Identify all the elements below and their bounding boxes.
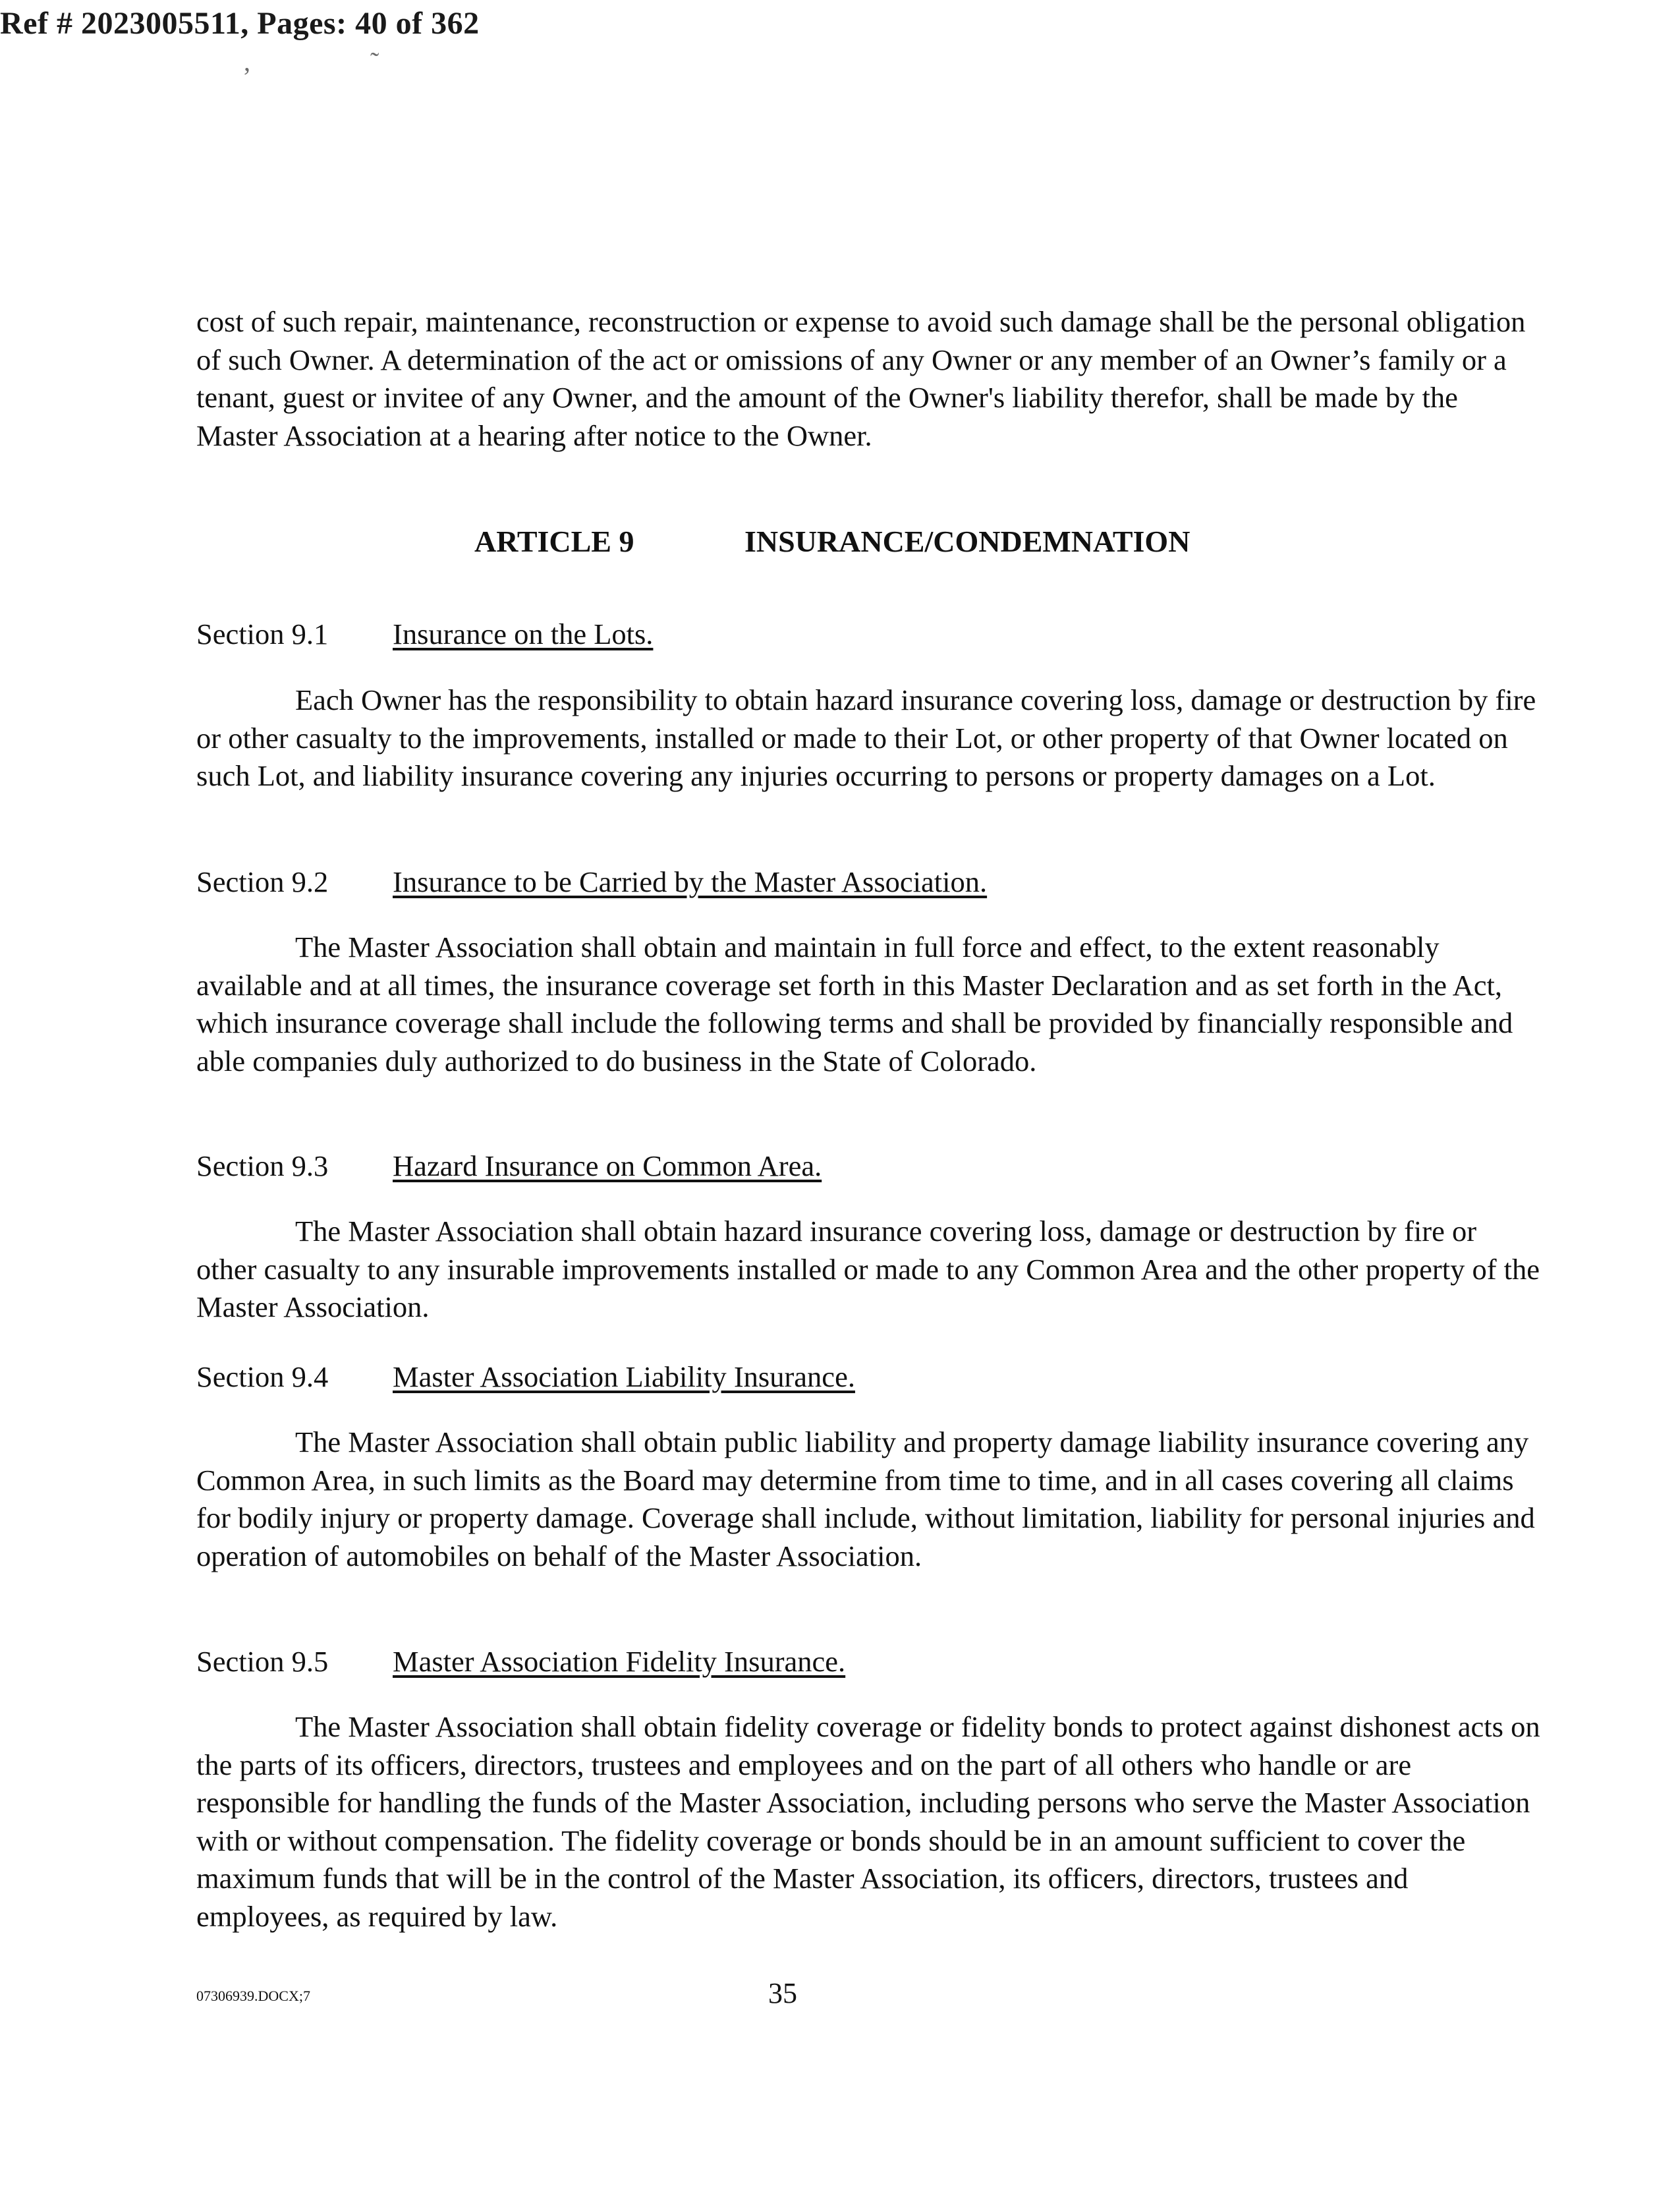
footer-document-id: 07306939.DOCX;7 [196, 1988, 310, 2004]
section-title: Insurance on the Lots. [393, 617, 654, 650]
section-number: Section 9.1 [196, 617, 329, 650]
section-title: Master Association Fidelity Insurance. [393, 1645, 846, 1678]
article-title: INSURANCE/CONDEMNATION [744, 525, 1190, 558]
section-body-9-3: The Master Association shall obtain hazard insurance covering loss, damage or destruction by fire or other casualty to any insurable improvements installed or made to any Common Area and the other property of the Master Association. [196, 1215, 1540, 1323]
section-heading-9-5 [196, 1643, 845, 1681]
article-heading [474, 522, 1190, 561]
section-heading-9-3 [196, 1147, 822, 1186]
section-title: Insurance to be Carried by the Master Association. [393, 865, 988, 898]
section-number: Section 9.5 [196, 1645, 329, 1678]
page-number: 35 [768, 1977, 797, 2009]
article-number: ARTICLE 9 [474, 525, 634, 558]
section-body-9-4: The Master Association shall obtain public liability and property damage liability insurance covering any Common Area, in such limits as the Board may determine from time to time, and in all cases covering all claims for bodily injury or property damage. Coverage shall include, without limitation, liability for personal injuries and operation of automobiles on behalf of the Master Association. [196, 1425, 1535, 1572]
section-number: Section 9.3 [196, 1149, 329, 1182]
scan-artifact-mark: , ˜ [244, 47, 436, 76]
section-heading-9-1 [196, 616, 653, 654]
section-title: Hazard Insurance on Common Area. [393, 1149, 822, 1182]
section-heading-9-2 [196, 863, 987, 902]
section-number: Section 9.4 [196, 1360, 329, 1393]
section-body-9-2: The Master Association shall obtain and maintain in full force and effect, to the extent reasonably available and at all times, the insurance coverage set forth in this Master Declaration and as set forth in the Act, which insurance coverage shall include the following terms and shall be provided by financially responsible and able companies duly authorized to do business in the State of Colorado. [196, 931, 1513, 1077]
section-heading-9-4 [196, 1358, 855, 1396]
section-body-9-5: The Master Association shall obtain fidelity coverage or fidelity bonds to protect against dishonest acts on the parts of its officers, directors, trustees and employees and on the part of all others who handle or are responsible for handling the funds of the Master Association, including persons who serve the Master Association with or without compensation. The fidelity coverage or bonds should be in an amount sufficient to cover the maximum funds that will be in the control of the Master Association, its officers, directors, trustees and employees, as required by law. [196, 1710, 1540, 1933]
section-title: Master Association Liability Insurance. [393, 1360, 855, 1393]
reference-stamp: Ref # 2023005511, Pages: 40 of 362 [0, 6, 480, 41]
intro-paragraph: cost of such repair, maintenance, reconstruction or expense to avoid such damage shall be the personal obligation of such Owner. A determination of the act or omissions of any Owner or any member of an Owner’s family or a tenant, guest or invitee of any Owner, and the amount of the Owner's liability therefor, shall be made by the Master Association at a hearing after notice to the Owner. [196, 305, 1526, 452]
section-body-9-1: Each Owner has the responsibility to obtain hazard insurance covering loss, damage or destruction by fire or other casualty to the improvements, installed or made to their Lot, or other property of that Owner located on such Lot, and liability insurance covering any injuries occurring to persons or property damages on a Lot. [196, 683, 1536, 792]
section-number: Section 9.2 [196, 865, 329, 898]
